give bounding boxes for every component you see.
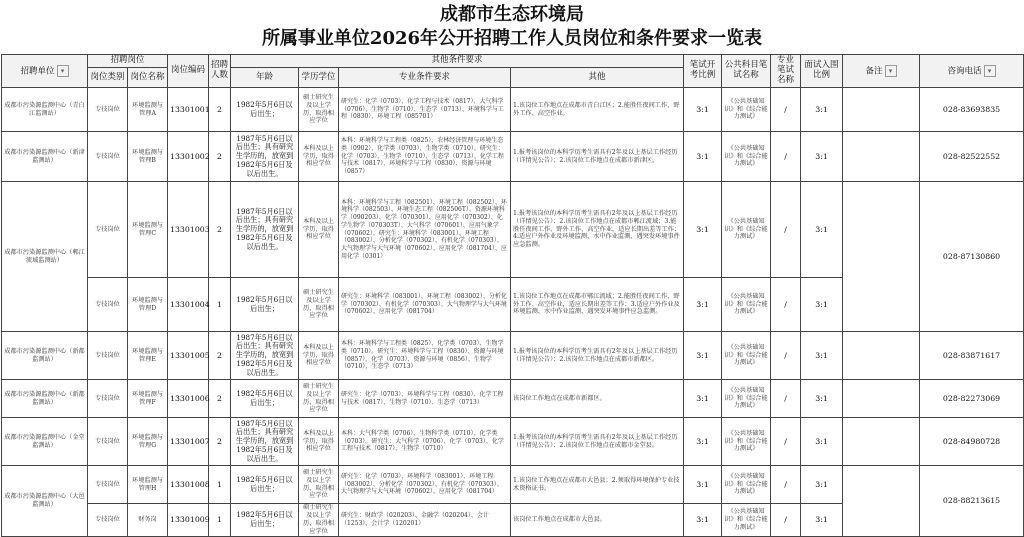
cell-unit: 成都市污染源监测中心（新都监测站）	[2, 332, 88, 380]
header-education: 学历学位	[299, 68, 339, 88]
cell-specialty: 研究生：化学（0703）、环境科学（083001）、环境工程（083002）、分析化学（070302）、有机化学（070303）、大气物理学与大气环境（070602）、应用化学（081704）	[339, 466, 511, 504]
cell-age: 1982年5月6日以后出生；	[231, 278, 299, 332]
table-row	[2, 132, 1024, 182]
doc-title-line-1: 成都市生态环境局	[440, 4, 584, 25]
cell-age: 1987年5月6日以后出生；具有研究生学历的，放宽到1982年5月6日及以后出生。	[231, 418, 299, 466]
cell-interview-ratio: 3:1	[801, 88, 843, 132]
cell-public-subject: 《公共基础知识》和《综合能力测试》	[722, 418, 771, 466]
cell-written-ratio: 3:1	[684, 504, 722, 537]
cell-position-name: 环境监测与管理D	[128, 278, 168, 332]
cell-category: 专技岗位	[88, 182, 128, 278]
cell-education: 本科及以上学历，取得相应学位	[299, 132, 339, 182]
table-row	[2, 380, 1024, 418]
cell-specialty: 研究生：环境科学（083001）、环境工程（083002）、分析化学（070302）、有机化学（070303）、大气物理学与大气环境（070602）、应用化学（081704）	[339, 278, 511, 332]
cell-position-name: 环境监测与管理B	[128, 132, 168, 182]
cell-public-subject: 《公共基础知识》和《综合能力测试》	[722, 504, 771, 537]
cell-professional-subject: /	[771, 380, 801, 418]
cell-count: 2	[209, 132, 231, 182]
cell-other: 该岗位工作地点在成都市大邑县。	[511, 504, 684, 537]
cell-phone: 028-83871617	[920, 332, 1024, 380]
cell-code: 13301007	[168, 418, 209, 466]
header-position-code: 岗位编码	[168, 55, 209, 88]
cell-professional-subject: /	[771, 418, 801, 466]
cell-category: 专技岗位	[88, 132, 128, 182]
cell-education: 硕士研究生及以上学历，取得相应学位	[299, 278, 339, 332]
cell-other: 1.报考该岗位的本科学历考生需具有2年及以上基层工作经历（详情见公告）；2.该岗位工作地点在成都市金堂县。	[511, 418, 684, 466]
table-row	[2, 182, 1024, 278]
cell-position-name: 环境监测与管理H	[128, 466, 168, 504]
filter-icon[interactable]: ▾	[984, 65, 996, 77]
cell-specialty: 本科：环境科学与工程（082501）、环境工程（082502）、环境科学（082503）、环境生态工程（082506T）、资源环境科学（090203）、化学（070301）、应用化学（070302）、化学生物学（070303T）、大气科学（070601）、应用气象学（070602）。研究生：环境科学（083001）、环境工程（083002）、分析化学（070302）、有机化学（070303）、大气物理学与大气环境（070602）、应用化学（081704）、应用化学（0301）	[339, 182, 511, 278]
cell-professional-subject: /	[771, 88, 801, 132]
cell-interview-ratio: 3:1	[801, 466, 843, 504]
cell-count: 2	[209, 88, 231, 132]
cell-notes	[843, 418, 920, 466]
cell-specialty: 本科：环境科学与工程类（0825）、农林经济管理与环境生态类（0902）、化学类（0703）、生物学类（0710）。研究生：化学（0703）、生物学（0710）、生态学（0713）、化学工程与技术（0817）、环境科学与工程（0830）、资源与环境（0857）	[339, 132, 511, 182]
cell-public-subject: 《公共基础知识》和《综合能力测试》	[722, 182, 771, 278]
cell-age: 1982年5月6日以后出生；	[231, 380, 299, 418]
cell-notes	[843, 380, 920, 418]
cell-other: 1.报考该岗位的本科学历考生需具有2年及以上基层工作经历（详情见公告）；2.该岗位工作地点在成都市新津区。	[511, 132, 684, 182]
table-row	[2, 466, 1024, 504]
cell-unit: 成都市污染源监测中心（新津监测站）	[2, 132, 88, 182]
header-interview-ratio: 面试入围比例	[801, 55, 843, 88]
cell-interview-ratio: 3:1	[801, 418, 843, 466]
cell-count: 2	[209, 332, 231, 380]
header-age: 年龄	[231, 68, 299, 88]
cell-written-ratio: 3:1	[684, 418, 722, 466]
cell-interview-ratio: 3:1	[801, 182, 843, 278]
cell-category: 专技岗位	[88, 278, 128, 332]
cell-phone: 028-84980728	[920, 418, 1024, 466]
cell-written-ratio: 3:1	[684, 278, 722, 332]
cell-phone: 028-82522552	[920, 132, 1024, 182]
cell-other: 1.该岗位工作地点在成都市郫江流域；2.能胜任夜间工作、野外工作、高空作业，适应长期出差等工作；3.适应户外作业及环境监测、水中作业监测、遇突发环境事件应急监测。	[511, 278, 684, 332]
cell-notes	[843, 88, 920, 132]
cell-public-subject: 《公共基础知识》和《综合能力测试》	[722, 278, 771, 332]
cell-position-name: 财务岗	[128, 504, 168, 537]
cell-code: 13301003	[168, 182, 209, 278]
header-hire-count: 招聘人数	[209, 55, 231, 88]
header-notes: 备注 ▾	[843, 55, 920, 88]
cell-category: 专技岗位	[88, 418, 128, 466]
cell-category: 专技岗位	[88, 332, 128, 380]
cell-public-subject: 《公共基础知识》和《综合能力测试》	[722, 88, 771, 132]
cell-interview-ratio: 3:1	[801, 132, 843, 182]
cell-notes	[843, 466, 920, 537]
cell-position-name: 环境监测与管理F	[128, 380, 168, 418]
recruitment-table	[1, 54, 1024, 537]
header-other: 其他	[511, 68, 684, 88]
header-specialty: 专业条件要求	[339, 68, 511, 88]
header-professional-subject: 专业笔试名称	[771, 55, 801, 88]
header-phone: 咨询电话 ▾	[920, 55, 1024, 88]
doc-title-line-2: 所属事业单位2026年公开招聘工作人员岗位和条件要求一览表	[261, 28, 763, 49]
cell-public-subject: 《公共基础知识》和《综合能力测试》	[722, 132, 771, 182]
cell-professional-subject: /	[771, 466, 801, 504]
cell-education: 硕士研究生及以上学历，取得相应学位	[299, 466, 339, 504]
cell-category: 专技岗位	[88, 88, 128, 132]
cell-public-subject: 《公共基础知识》和《综合能力测试》	[722, 380, 771, 418]
cell-professional-subject: /	[771, 504, 801, 537]
cell-other: 1.该岗位工作地点在成都市大邑县；2.须取得环境保护专业技术资格证书。	[511, 466, 684, 504]
cell-age: 1987年5月6日以后出生；具有研究生学历的，放宽到1982年5月6日及以后出生。	[231, 332, 299, 380]
cell-notes	[843, 182, 920, 332]
cell-code: 13301008	[168, 466, 209, 504]
cell-count: 2	[209, 418, 231, 466]
cell-written-ratio: 3:1	[684, 182, 722, 278]
cell-code: 13301006	[168, 380, 209, 418]
header-position-name: 岗位名称	[128, 68, 168, 88]
header-unit: 招聘单位 ▾	[2, 55, 88, 88]
cell-age: 1982年5月6日以后出生；	[231, 88, 299, 132]
cell-category: 专技岗位	[88, 466, 128, 504]
cell-specialty: 研究生：化学（0703）、化学工程与技术（0817）、大气科学（0706）、生物学（0710）、生态学（0713）、环境科学与工程（0830）、环境工程（085701）	[339, 88, 511, 132]
table-row	[2, 332, 1024, 380]
cell-education: 本科及以上学历，取得相应学位	[299, 418, 339, 466]
cell-written-ratio: 3:1	[684, 332, 722, 380]
cell-specialty: 研究生：化学（0703）、环境科学与工程（0830）、化学工程与技术（0817）、生物学（0710）、生态学（0713）	[339, 380, 511, 418]
cell-category: 专技岗位	[88, 504, 128, 537]
cell-other: 1.报考该岗位的本科学历考生需具有2年及以上基层工作经历（详情见公告）；2.该岗位工作地点在成都市郫江流域；3.能胜任夜间工作、野外工作、高空作业，适应长期出差等工作；4.适应户外作业及环境监测、水中作业监测、遇突发环境事件应急监测。	[511, 182, 684, 278]
header-other-conditions: 其他条件要求	[231, 55, 684, 68]
cell-public-subject: 《公共基础知识》和《综合能力测试》	[722, 466, 771, 504]
cell-count: 2	[209, 380, 231, 418]
cell-written-ratio: 3:1	[684, 380, 722, 418]
cell-other: 该岗位工作地点在成都市新都区。	[511, 380, 684, 418]
cell-public-subject: 《公共基础知识》和《综合能力测试》	[722, 332, 771, 380]
table-row	[2, 418, 1024, 466]
cell-unit: 成都市污染源监测中心（青白江监测站）	[2, 88, 88, 132]
cell-position-name: 环境监测与管理C	[128, 182, 168, 278]
cell-professional-subject: /	[771, 132, 801, 182]
cell-education: 硕士研究生及以上学历，取得相应学位	[299, 88, 339, 132]
cell-count: 1	[209, 278, 231, 332]
cell-education: 本科及以上学历，取得相应学位	[299, 182, 339, 278]
cell-education: 硕士研究生及以上学历，取得相应学位	[299, 380, 339, 418]
cell-category: 专技岗位	[88, 380, 128, 418]
cell-unit: 成都市污染源监测中心（大邑监测站）	[2, 466, 88, 537]
cell-written-ratio: 3:1	[684, 88, 722, 132]
cell-written-ratio: 3:1	[684, 466, 722, 504]
cell-phone: 028-88213615	[920, 466, 1024, 537]
cell-phone: 028-82273069	[920, 380, 1024, 418]
cell-phone: 028-87130860	[920, 182, 1024, 332]
cell-education: 硕士研究生及以上学历，取得相应学位	[299, 504, 339, 537]
cell-unit: 成都市污染源监测中心（郫江流域监测站）	[2, 182, 88, 332]
cell-interview-ratio: 3:1	[801, 504, 843, 537]
cell-code: 13301004	[168, 278, 209, 332]
cell-age: 1987年5月6日以后出生；具有研究生学历的，放宽到1982年5月6日及以后出生。	[231, 182, 299, 278]
cell-interview-ratio: 3:1	[801, 278, 843, 332]
cell-position-name: 环境监测与管理G	[128, 418, 168, 466]
cell-code: 13301005	[168, 332, 209, 380]
cell-count: 1	[209, 504, 231, 537]
cell-specialty: 本科：环境科学与工程类（0825）、化学类（0703）、生物学类（0710）。研究生：环境科学与工程（0830）、资源与环境（0857）、化学（0703）、资源与环境（0856）、生物学（0710）、生态学（0713）	[339, 332, 511, 380]
cell-professional-subject: /	[771, 278, 801, 332]
cell-professional-subject: /	[771, 182, 801, 278]
header-position-group: 招聘岗位	[88, 55, 168, 68]
cell-code: 13301009	[168, 504, 209, 537]
header-written-ratio: 笔试开考比例	[684, 55, 722, 88]
cell-age: 1982年5月6日以后出生；	[231, 466, 299, 504]
cell-age: 1982年5月6日以后出生；	[231, 504, 299, 537]
cell-unit: 成都市污染源监测中心（新都监测站）	[2, 380, 88, 418]
cell-phone: 028-83693835	[920, 88, 1024, 132]
cell-position-name: 环境监测与管理E	[128, 332, 168, 380]
cell-written-ratio: 3:1	[684, 132, 722, 182]
cell-code: 13301002	[168, 132, 209, 182]
cell-other: 1.报考该岗位的本科学历考生需具有2年及以上基层工作经历（详情见公告）；2.该岗位工作地点在成都市新都区。	[511, 332, 684, 380]
table-row	[2, 88, 1024, 132]
cell-unit: 成都市污染源监测中心（金堂监测站）	[2, 418, 88, 466]
cell-education: 本科及以上学历，取得相应学位	[299, 332, 339, 380]
cell-other: 1.该岗位工作地点在成都市青白江区；2.能胜任夜间工作、野外工作、高空作业。	[511, 88, 684, 132]
cell-code: 13301001	[168, 88, 209, 132]
cell-specialty: 研究生：财政学（020203）、金融学（020204）、会计（1253）、会计学（120201）	[339, 504, 511, 537]
filter-icon[interactable]: ▾	[885, 65, 897, 77]
cell-interview-ratio: 3:1	[801, 380, 843, 418]
header-position-category: 岗位类别	[88, 68, 128, 88]
cell-position-name: 环境监测与管理A	[128, 88, 168, 132]
cell-interview-ratio: 3:1	[801, 332, 843, 380]
cell-professional-subject: /	[771, 332, 801, 380]
cell-count: 2	[209, 182, 231, 278]
cell-age: 1987年5月6日以后出生；具有研究生学历的，放宽到1982年5月6日及以后出生。	[231, 132, 299, 182]
cell-specialty: 本科：大气科学类（0706）、生物科学类（0710）、化学类（0703）。研究生：大气科学（0706）、化学（0703）、化学工程与技术（0817）、生物学（0710）	[339, 418, 511, 466]
cell-count: 1	[209, 466, 231, 504]
cell-notes	[843, 132, 920, 182]
header-public-subject: 公共科目笔试名称	[722, 55, 771, 88]
cell-notes	[843, 332, 920, 380]
filter-icon[interactable]: ▾	[57, 65, 69, 77]
